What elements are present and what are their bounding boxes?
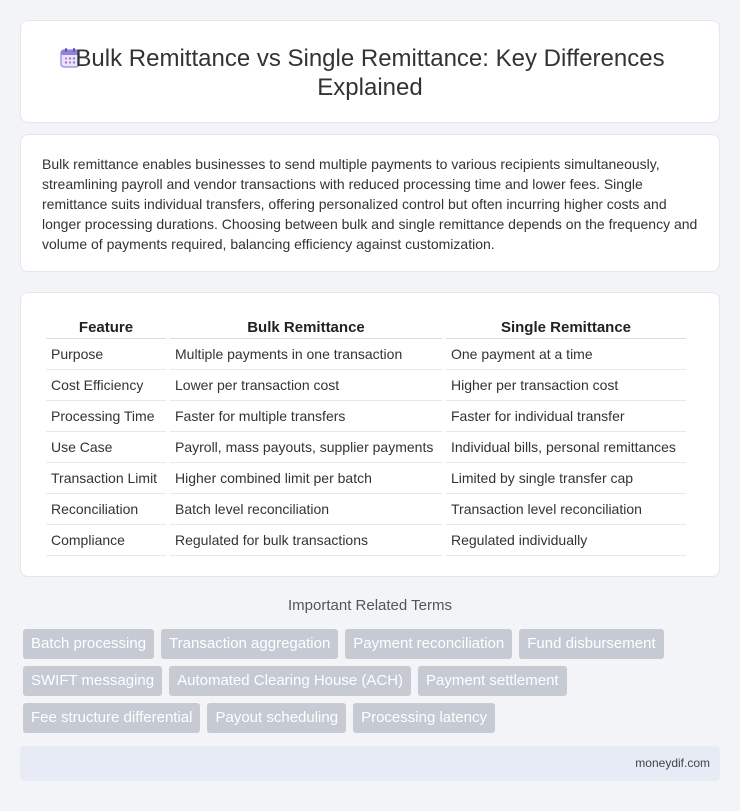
table-row [46, 401, 686, 432]
table-cell: Transaction level reconciliation [446, 494, 686, 525]
term-tag[interactable]: Processing latency [353, 703, 495, 733]
header-single-remittance: Single Remittance [446, 313, 686, 339]
table-cell: Higher per transaction cost [446, 370, 686, 401]
table-cell: One payment at a time [446, 339, 686, 370]
table-cell: Transaction Limit [46, 463, 166, 494]
header-feature: Feature [46, 313, 166, 339]
table-cell: Regulated individually [446, 525, 686, 556]
table-cell: Lower per transaction cost [170, 370, 442, 401]
table-cell: Multiple payments in one transaction [170, 339, 442, 370]
comparison-table-card [20, 292, 720, 577]
table-row [46, 494, 686, 525]
table-cell: Individual bills, personal remittances [446, 432, 686, 463]
table-row [46, 339, 686, 370]
table-cell: Reconciliation [46, 494, 166, 525]
term-tag[interactable]: Payout scheduling [207, 703, 346, 733]
header-bulk-remittance: Bulk Remittance [170, 313, 442, 339]
table-cell: Higher combined limit per batch [170, 463, 442, 494]
summary-card [20, 134, 720, 272]
table-cell: Payroll, mass payouts, supplier payments [170, 432, 442, 463]
table-cell: Faster for individual transfer [446, 401, 686, 432]
table-cell: Regulated for bulk transactions [170, 525, 442, 556]
footer-site[interactable]: moneydif.com [635, 756, 710, 770]
term-tag[interactable]: Fee structure differential [23, 703, 200, 733]
term-tag[interactable]: SWIFT messaging [23, 666, 162, 696]
term-tag[interactable]: Payment reconciliation [345, 629, 512, 659]
term-tag[interactable]: Batch processing [23, 629, 154, 659]
summary-paragraph: Bulk remittance enables businesses to send multiple payments to various recipients simultaneously, streamlining payroll and vendor transactions with reduced processing time and lower fees. Single remittance suits individual transfers, offering personalized control but often incurring higher costs and longer processing durations. Choosing between bulk and single remittance depends on the frequency and volume of payments required, balancing efficiency against customization. [42, 156, 698, 252]
table-row [46, 432, 686, 463]
table-cell: Batch level reconciliation [170, 494, 442, 525]
related-terms-list [23, 629, 713, 733]
table-cell: Purpose [46, 339, 166, 370]
table-cell: Compliance [46, 525, 166, 556]
term-tag[interactable]: Automated Clearing House (ACH) [169, 666, 411, 696]
table-cell: Limited by single transfer cap [446, 463, 686, 494]
term-tag[interactable]: Fund disbursement [519, 629, 663, 659]
table-cell: Processing Time [46, 401, 166, 432]
table-row [46, 463, 686, 494]
term-tag[interactable]: Payment settlement [418, 666, 567, 696]
table-cell: Use Case [46, 432, 166, 463]
related-terms-heading: Important Related Terms [288, 597, 452, 614]
table-row [46, 370, 686, 401]
table-header-row [46, 313, 686, 339]
term-tag[interactable]: Transaction aggregation [161, 629, 338, 659]
title-card [20, 20, 720, 123]
table-cell: Cost Efficiency [46, 370, 166, 401]
table-cell: Faster for multiple transfers [170, 401, 442, 432]
table-row [46, 525, 686, 556]
page-title: Bulk Remittance vs Single Remittance: Key Differences Explained [75, 45, 665, 101]
footer [20, 746, 720, 781]
comparison-table [42, 313, 690, 556]
